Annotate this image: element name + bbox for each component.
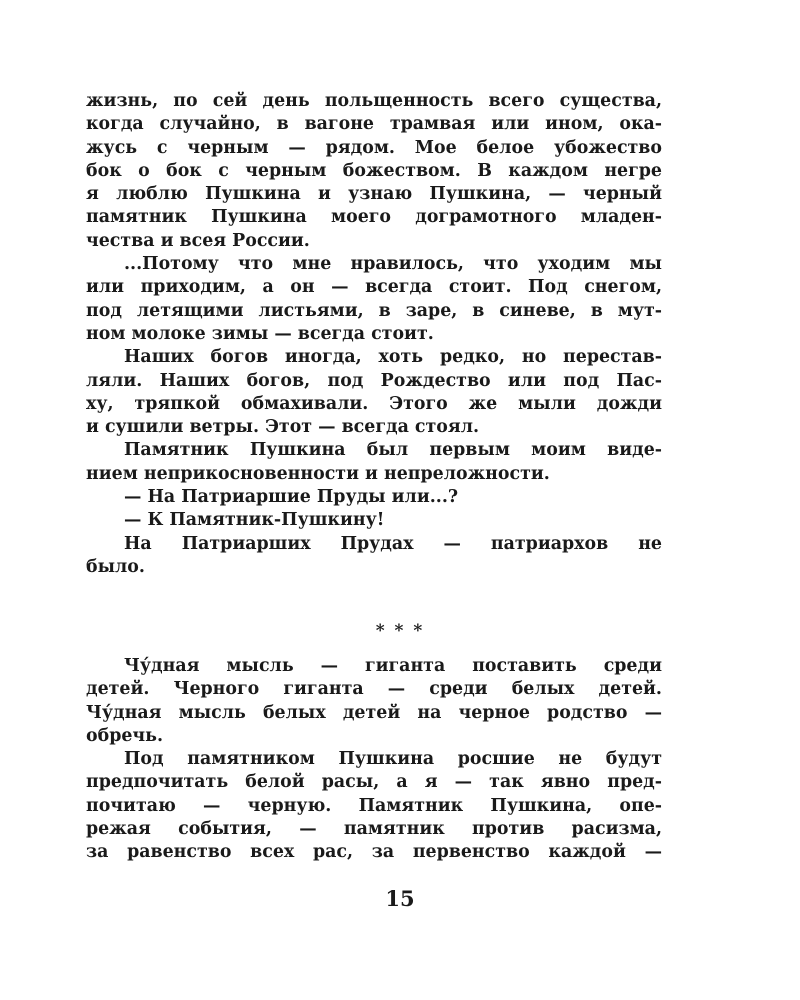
text-line: жизнь, по сей день польщенность всего существа, bbox=[86, 91, 662, 111]
text-line: ном молоке зимы — всегда стоит. bbox=[86, 323, 434, 344]
text-line: Чу́дная мысль — гиганта поставить среди bbox=[124, 656, 662, 676]
text-line: — На Патриаршие Пруды или...? bbox=[124, 487, 459, 508]
text-line: чества и всея России. bbox=[86, 230, 310, 251]
text-line: обречь. bbox=[86, 725, 164, 746]
text-line: бок о бок с черным божеством. В каждом негре bbox=[86, 160, 662, 181]
text-line: предпочитать белой расы, а я — так явно пред- bbox=[86, 772, 662, 793]
text-line: Наших богов иногда, хоть редко, но перестав- bbox=[124, 347, 662, 368]
text-line: детей. Черного гиганта — среди белых детей. bbox=[86, 679, 662, 700]
text-line: под летящими листьями, в заре, в синеве, в мут- bbox=[86, 300, 662, 321]
text-line: было. bbox=[86, 556, 145, 577]
section-separator: * * * bbox=[375, 621, 425, 641]
text-line: жусь с черным — рядом. Мое белое убожество bbox=[86, 137, 662, 158]
text-line: ...Потому что мне нравилось, что уходим мы bbox=[124, 254, 662, 275]
text-line: когда случайно, в вагоне трамвая или ином, ока- bbox=[86, 114, 662, 135]
text-line: — К Памятник-Пушкину! bbox=[124, 510, 385, 531]
text-line: Под памятником Пушкина росшие не будут bbox=[124, 749, 662, 770]
text-line: ляли. Наших богов, под Рождество или под Пас- bbox=[86, 370, 662, 391]
text-line: я люблю Пушкина и узнаю Пушкина, — черный bbox=[86, 184, 662, 205]
text-section-1 bbox=[86, 90, 662, 579]
text-line: Чу́дная мысль белых детей на черное родство — bbox=[86, 702, 662, 723]
page-number: 15 bbox=[385, 886, 415, 911]
text-line: нием неприкосновенности и непреложности. bbox=[86, 463, 550, 484]
text-line: На Патриарших Прудах — патриархов не bbox=[124, 533, 662, 554]
text-line: памятник Пушкина моего дограмотного младен- bbox=[86, 207, 662, 228]
text-line: за равенство всех рас, за первенство каждой — bbox=[86, 842, 662, 863]
text-section-2 bbox=[86, 655, 662, 865]
text-line: режая события, — памятник против расизма, bbox=[86, 819, 662, 840]
text-line: Памятник Пушкина был первым моим виде- bbox=[124, 440, 662, 461]
text-line: и сушили ветры. Этот — всегда стоял. bbox=[86, 417, 480, 438]
text-line: почитаю — черную. Памятник Пушкина, опе- bbox=[86, 795, 662, 816]
text-line: или приходим, а он — всегда стоит. Под снегом, bbox=[86, 277, 662, 298]
text-line: ху, тряпкой обмахивали. Этого же мыли дожди bbox=[86, 393, 662, 414]
